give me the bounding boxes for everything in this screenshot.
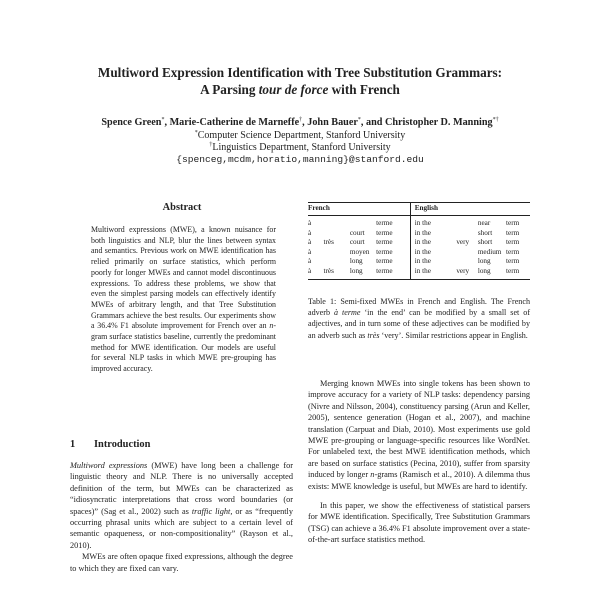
section-number: 1 [70, 439, 76, 450]
affiliation-2-text: Linguistics Department, Stanford University [212, 142, 391, 153]
table-cell: court [349, 238, 365, 247]
table-cell: long [350, 267, 376, 279]
table-caption [308, 296, 530, 341]
affiliation-2 [0, 142, 600, 154]
title-line-2 [0, 81, 600, 98]
caption-em-2: très [367, 330, 380, 340]
table-cell: very [456, 238, 470, 247]
mwe-table [308, 202, 530, 280]
title-line-2-post: with French [328, 82, 400, 97]
intro-paragraph-1 [70, 460, 293, 551]
table-cell: in the [410, 248, 456, 258]
table-cell [456, 248, 478, 258]
affiliation-1 [0, 130, 600, 142]
table-cell: in the [410, 216, 456, 229]
abstract-text-2: -gram surface statistics baseline, currently the predominant method for MWE identification. Our models are useful for several NLP tasks in which MWE pre-grouping has improved accuracy. [91, 321, 276, 374]
table-cell: terme [376, 228, 393, 237]
table-header-english: English [410, 203, 530, 216]
table-cell: terme [376, 247, 393, 256]
table-cell: short [477, 238, 493, 247]
table-cell: in the [410, 238, 456, 248]
table-row [308, 229, 530, 239]
table-cell: very [456, 267, 478, 279]
title-line-2-pre: A Parsing [200, 82, 259, 97]
table-body [308, 216, 530, 280]
introduction-body [70, 460, 293, 574]
table-row [308, 216, 530, 229]
table-cell [324, 257, 350, 267]
author-4-mark: *† [492, 117, 499, 123]
table-cell [456, 229, 478, 239]
abstract-text-em: n [269, 321, 274, 331]
author-list [0, 117, 600, 128]
paper-title [0, 64, 600, 98]
title-line-2-em: tour de force [258, 82, 329, 97]
right-paragraph-2: In this paper, we show the effectiveness of statistical parsers for MWE identification. Specifically, Tree Substitution Grammars (TSG) can achieve a 36.4% F1 absolute improvement over a state-of-the-art surface statistics method. [308, 501, 530, 545]
caption-part-a: Table 1: Semi-fixed MWEs in French and English. The French adverb [308, 297, 530, 318]
author-1: Spence Green [101, 117, 162, 128]
intro-p1-em: Multiword expressions [70, 461, 148, 470]
abstract-heading: Abstract [162, 202, 202, 213]
intro-p1-a: (MWE) have long been a challenge for linguistic theory and NLP. There is no universally accepted definition of the term, but MWEs can be characterized as “idiosyncratic interpretations that cross word boundaries (or spaces)” (Sag et al., 2002) such as [70, 461, 293, 516]
right-paragraph-1 [308, 378, 530, 492]
table-row [308, 238, 530, 248]
table-cell: term [506, 267, 530, 279]
table-cell [456, 216, 478, 229]
affiliations [0, 130, 600, 166]
table-cell [324, 248, 350, 258]
affiliation-2-mark: † [209, 142, 213, 148]
table-row [308, 267, 530, 279]
title-line-1: Multiword Expression Identification with Tree Substitution Grammars: [97, 65, 503, 80]
table-cell: terme [376, 257, 393, 266]
table-header-french: French [308, 203, 410, 216]
table-cell: long [349, 257, 363, 266]
table-cell [324, 229, 350, 239]
table-cell: à [308, 228, 312, 237]
table-cell: in the [410, 229, 456, 239]
table-cell: très [323, 238, 334, 247]
table-cell: term [506, 247, 520, 256]
caption-part-b: ‘in the end’ can be modified by a small set of adjectives, and in turn some of these adjectives can be modified by an adverb such as [308, 308, 531, 340]
right-p1-a: Merging known MWEs into single tokens has been shown to improve accuracy for a variety of NLP tasks: dependency parsing (Nivre and Nilsson, 2004), constituency parsing (Arun and Keller, 2005), sentence generation (Hogan et al., 2007), and machine translation (Carpuat and Diab, 2010). Most experiments use gold MWE pre-grouping or language-specific resources like WordNet. For unlabeled text, the best MWE identification methods, which are based on surface statistics (Pecina, 2010), suffer from sparsity induced by longer [308, 379, 530, 480]
table-row [308, 257, 530, 267]
author-2-mark: † [299, 117, 303, 123]
abstract-text: Multiword expressions (MWE), a known nuisance for both linguistics and NLP, blur the lines between syntax and semantics. Previous work on MWE identification has relied primarily on surface statistics, which perform poorly for longer MWEs and cannot model discontinuous expressions. To address these problems, we show that even the simplest parsing models can effectively identify MWEs of arbitrary length, and that Tree Substitution Grammars achieve the best results. Our experiments show a 36.4% F1 absolute improvement for French over an [91, 225, 276, 331]
intro-p1-em2: traffic light [191, 506, 231, 516]
author-3-mark: * [357, 117, 361, 123]
right-column-body [308, 378, 530, 546]
table-cell: terme [376, 219, 393, 227]
table-cell: term [506, 219, 520, 227]
table-cell: à [308, 257, 312, 266]
table-cell: in the [410, 257, 456, 267]
right-p1-em: n [370, 470, 375, 480]
table-cell: à [308, 219, 312, 227]
table-cell: long [478, 267, 506, 279]
table-cell [350, 216, 376, 229]
table-cell: term [506, 257, 520, 266]
affiliation-1-text: Computer Science Department, Stanford University [197, 130, 406, 141]
author-1-mark: * [161, 117, 165, 123]
table-cell: à [308, 267, 324, 279]
table-cell: à [308, 247, 312, 256]
author-4: , and Christopher D. Manning [360, 117, 493, 128]
author-2: , Marie-Catherine de Marneffe [164, 117, 300, 128]
section-title: Introduction [94, 439, 151, 450]
table-cell [324, 216, 350, 229]
table-cell: short [477, 228, 493, 237]
intro-paragraph-2: MWEs are often opaque fixed expressions, although the degree to which they are fixed can vary. [70, 552, 293, 573]
table-cell: terme [376, 267, 410, 279]
table-cell: medium [477, 247, 502, 256]
section-heading-introduction [70, 439, 150, 450]
table-cell: term [506, 228, 520, 237]
table-row [308, 248, 530, 258]
intro-p1-b: , or as “frequently occurring phrasal units which are subject to a certain level of semantic opaqueness, or non-compositionality” (Rayson et al., 2010). [70, 506, 293, 550]
right-p1-b: -grams (Ramisch et al., 2010). A dilemma thus exists: MWE knowledge is useful, but MWEs are hard to identify. [308, 470, 530, 491]
table-cell: near [477, 219, 491, 227]
author-3: , John Bauer [302, 117, 358, 128]
table-cell: très [324, 267, 350, 279]
caption-part-c: ‘very’. Similar restrictions appear in English. [379, 330, 528, 340]
table-cell: term [506, 238, 520, 247]
table-cell: terme [376, 238, 393, 247]
table-cell: court [349, 228, 365, 237]
table-cell: long [477, 257, 491, 266]
email-address[interactable]: {spenceg,mcdm,horatio,manning}@stanford.edu [176, 154, 424, 165]
table-cell: in the [410, 267, 456, 279]
table-cell: moyen [349, 247, 370, 256]
affiliation-1-mark: * [194, 130, 198, 136]
table-header-row [308, 203, 530, 216]
table-cell: à [308, 238, 312, 247]
caption-em: à terme [334, 308, 361, 318]
abstract-body [91, 225, 276, 375]
table-cell [456, 257, 478, 267]
